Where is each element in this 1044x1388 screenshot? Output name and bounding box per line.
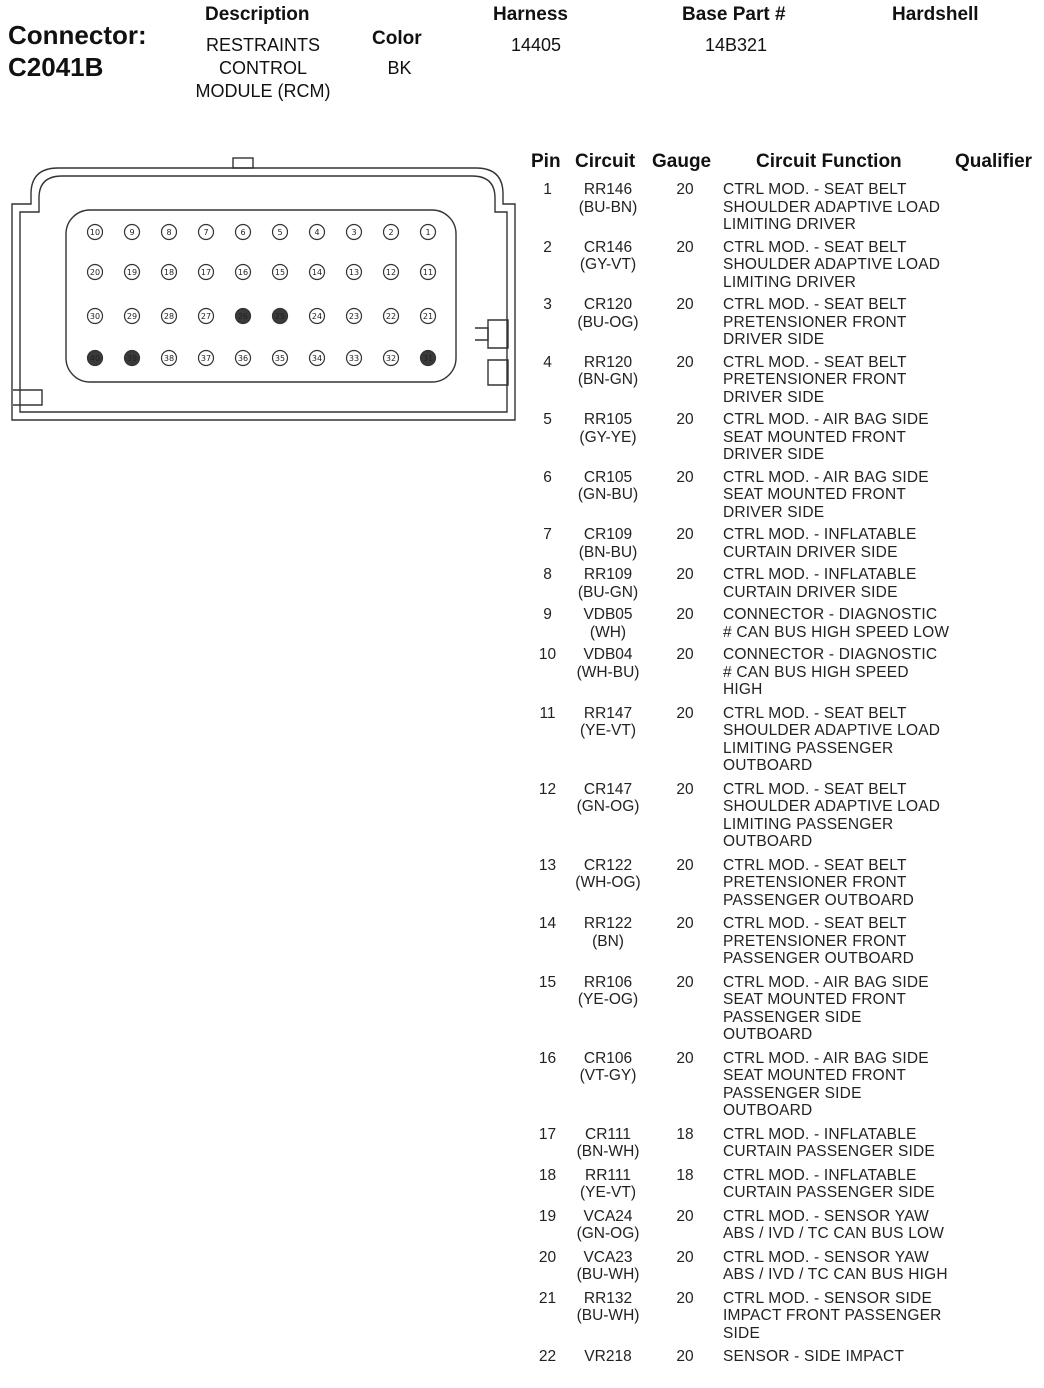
function-line: SHOULDER ADAPTIVE LOAD [723,798,941,815]
table-row [520,1290,1044,1343]
function-line: CTRL MOD. - SEAT BELT [723,856,907,874]
pin-cavity-label: 11 [422,268,434,277]
function-line: CTRL MOD. - SEAT BELT [723,353,907,371]
table-row [520,1050,1044,1120]
gauge-cell: 20 [676,238,694,256]
pin-number: 8 [543,566,552,583]
pin-number: 12 [538,780,557,798]
function-line: DRIVER SIDE [723,331,825,348]
gauge-cell: 20 [676,353,694,371]
pin-cavity-label: 34 [311,354,323,363]
circuit-id: VDB05 [583,606,633,623]
function-line: DRIVER SIDE [723,446,825,463]
function-line: CURTAIN PASSENGER SIDE [723,1184,935,1201]
circuit-cell [568,1290,648,1325]
function-line: SIDE [723,1324,760,1342]
wire-color: (YE-OG) [577,991,639,1008]
circuit-cell [568,181,648,216]
circuit-cell [568,1167,648,1202]
table-row [520,411,1044,464]
circuit-id: CR109 [583,526,633,543]
wire-color: (GN-BU) [577,486,639,503]
wire-color: (WH-BU) [576,663,640,681]
circuit-cell [568,566,648,601]
table-row [520,857,1044,910]
function-cell [723,1348,958,1366]
function-line: CTRL MOD. - AIR BAG SIDE [723,468,929,486]
table-row [520,915,1044,968]
pin-number: 14 [538,915,557,932]
gauge-cell: 20 [676,973,694,991]
wire-color: (BU-GN) [577,583,639,601]
function-line: OUTBOARD [723,833,813,850]
circuit-cell [568,705,648,740]
pin-number: 9 [543,606,552,623]
function-cell [723,1208,958,1243]
function-line: PASSENGER OUTBOARD [723,950,915,967]
description-line: MODULE (RCM) [195,81,331,101]
pin-number: 22 [538,1348,557,1365]
pin-cavity-label: 5 [277,228,283,237]
gauge-cell: 18 [676,1125,694,1143]
function-line: PASSENGER SIDE [723,1008,862,1026]
circuit-id: CR120 [583,296,633,313]
circuit-id: VDB04 [583,646,633,663]
pin-number: 4 [543,353,552,371]
function-cell [723,566,958,601]
pin-cavity-label: 12 [385,268,397,277]
circuit-cell [568,354,648,389]
connector-label: Connector: [8,20,147,50]
function-line: CTRL MOD. - AIR BAG SIDE [723,973,929,991]
gauge-cell: 20 [676,1049,694,1067]
base-part-value: 14B321 [704,35,768,55]
connector-id: C2041B [8,52,104,82]
circuit-cell [568,1249,648,1284]
pin-cavity-label: 14 [311,268,323,277]
table-row [520,1249,1044,1284]
pin-number: 7 [543,526,552,543]
pin-cavity-label: 16 [237,268,249,277]
wire-color: (WH-OG) [575,874,641,891]
table-row [520,469,1044,522]
pin-cavity-label: 23 [348,312,360,321]
function-cell [723,781,958,851]
qualifier-column-header: Qualifier [955,151,1033,172]
circuit-id: VCA24 [583,1207,633,1225]
function-cell [723,1290,958,1343]
pin-number: 6 [543,468,552,486]
table-row [520,781,1044,851]
function-line: CTRL MOD. - SEAT BELT [723,915,907,932]
wire-color: (GN-OG) [576,798,640,815]
pin-cavity-label: 15 [274,268,286,277]
gauge-cell: 20 [676,296,694,313]
circuit-cell [568,1208,648,1243]
function-line: CTRL MOD. - SEAT BELT [723,181,907,198]
table-row [520,354,1044,407]
pin-cavity-label: 10 [89,228,101,237]
pin-cavity-label: 25 [274,312,286,321]
pin-number: 16 [538,1049,557,1067]
function-line: CTRL MOD. - SEAT BELT [723,296,907,313]
gauge-cell: 18 [676,1166,694,1184]
description-line: CONTROL [218,58,307,78]
circuit-id: RR105 [583,411,633,428]
circuit-id: VCA23 [583,1248,633,1266]
circuit-id: CR106 [583,1049,633,1067]
gauge-cell: 20 [676,1248,694,1266]
table-row [520,1348,1044,1366]
pin-number: 17 [538,1125,557,1143]
pin-cavity-label: 32 [385,354,397,363]
pin-cavity-label: 33 [348,354,360,363]
function-line: DRIVER SIDE [723,388,825,406]
pin-cavity-label: 31 [422,354,434,363]
pin-number: 10 [538,646,557,663]
function-line: SEAT MOUNTED FRONT [723,1067,907,1084]
function-line: PASSENGER SIDE [723,1084,862,1102]
function-line: CTRL MOD. - INFLATABLE [723,1166,917,1184]
pin-cavity-label: 13 [348,268,360,277]
function-line: CTRL MOD. - INFLATABLE [723,1125,917,1143]
pin-cavity-label: 37 [200,354,212,363]
function-line: SEAT MOUNTED FRONT [723,428,907,446]
circuit-cell [568,606,648,641]
pin-cavity-label: 2 [388,228,394,237]
function-cell [723,646,958,699]
function-cell [723,606,958,641]
circuit-id: CR122 [583,856,633,874]
circuit-cell [568,296,648,331]
circuit-cell [568,1050,648,1085]
function-line: HIGH [723,681,763,698]
wire-color: (GN-OG) [576,1225,640,1242]
gauge-column-header: Gauge [652,151,712,172]
function-line: # CAN BUS HIGH SPEED LOW [723,623,950,641]
wire-color: (VT-GY) [579,1067,637,1084]
function-cell [723,1167,958,1202]
circuit-id: RR111 [585,1166,631,1184]
function-line: CTRL MOD. - AIR BAG SIDE [723,1049,929,1067]
function-cell [723,705,958,775]
function-line: SENSOR - SIDE IMPACT [723,1348,905,1365]
function-line: PRETENSIONER FRONT [723,371,907,388]
circuit-id: CR147 [583,780,633,798]
function-line: OUTBOARD [723,757,813,774]
wire-color: (BN-WH) [576,1143,640,1160]
circuit-id: RR120 [583,353,633,371]
pin-cavity-label: 17 [200,268,212,277]
pin-cavity-label: 4 [314,228,320,237]
gauge-cell: 20 [676,704,694,722]
function-cell [723,1126,958,1161]
pin-number: 21 [538,1289,557,1307]
table-row [520,705,1044,775]
pin-cavity-label: 20 [89,268,101,277]
pin-cavity-label: 39 [126,354,138,363]
function-line: LIMITING DRIVER [723,273,857,291]
gauge-cell: 20 [676,780,694,798]
circuit-cell [568,857,648,892]
pin-cavity-label: 7 [203,228,209,237]
wire-color: (WH) [589,623,627,641]
wire-color: (BU-WH) [576,1266,640,1283]
function-line: CTRL MOD. - SEAT BELT [723,780,907,798]
pin-number: 3 [543,296,552,313]
right-latch-step-upper [475,328,488,340]
pin-cavity-label: 18 [163,268,175,277]
pin-cavity-label: 36 [237,354,249,363]
pin-number: 19 [538,1207,557,1225]
circuit-cell [568,974,648,1009]
function-line: SHOULDER ADAPTIVE LOAD [723,722,941,739]
function-line: SEAT MOUNTED FRONT [723,991,907,1008]
function-line: OUTBOARD [723,1026,813,1043]
circuit-id: CR111 [585,1125,631,1143]
pin-number: 2 [543,238,552,256]
table-row [520,646,1044,699]
function-line: CTRL MOD. - SEAT BELT [723,238,907,256]
connector-inner-housing [20,176,507,412]
wire-color: (BU-WH) [576,1307,640,1324]
function-cell [723,296,958,349]
function-cell [723,974,958,1044]
pin-cavity-label: 29 [126,312,138,321]
wire-color: (GY-YE) [579,428,637,446]
circuit-cell [568,239,648,274]
harness-value: 14405 [510,35,562,55]
pin-cavity-label: 30 [89,312,101,321]
wire-color: (BU-BN) [578,198,638,216]
wire-color: (BN-GN) [577,371,639,388]
function-line: LIMITING PASSENGER [723,815,894,833]
function-line: SHOULDER ADAPTIVE LOAD [723,256,941,273]
function-line: SEAT MOUNTED FRONT [723,486,907,503]
function-line: DRIVER SIDE [723,503,825,521]
table-row [520,526,1044,561]
pin-cavity-label: 40 [89,354,101,363]
function-line: CTRL MOD. - SENSOR SIDE [723,1289,932,1307]
right-latch-detail-upper [488,320,508,348]
harness-header: Harness [493,4,568,25]
table-row [520,296,1044,349]
pin-cavity-label: 27 [200,312,212,321]
wire-color: (BU-OG) [577,313,639,331]
function-line: CTRL MOD. - AIR BAG SIDE [723,411,929,428]
function-line: SHOULDER ADAPTIVE LOAD [723,198,941,216]
table-row [520,1126,1044,1161]
function-column-header: Circuit Function [756,151,902,172]
circuit-id: CR146 [583,238,633,256]
circuit-id: RR122 [583,915,633,932]
pin-cavity-label: 1 [425,228,431,237]
wire-color: (YE-VT) [580,722,636,739]
wire-color: (GY-VT) [579,256,637,273]
pin-cavity-label: 8 [166,228,172,237]
hardshell-header: Hardshell [892,4,979,25]
function-line: CONNECTOR - DIAGNOSTIC [723,646,938,663]
circuit-id: RR109 [583,566,633,583]
table-row [520,1208,1044,1243]
circuit-cell [568,411,648,446]
function-cell [723,857,958,910]
gauge-cell: 20 [676,1207,694,1225]
function-cell [723,411,958,464]
function-cell [723,354,958,407]
function-line: CTRL MOD. - SEAT BELT [723,704,907,722]
left-latch-detail [13,390,42,405]
description-value [172,34,354,103]
pin-number: 13 [538,856,557,874]
pin-number: 1 [543,181,552,198]
function-line: # CAN BUS HIGH SPEED [723,663,909,681]
function-line: CTRL MOD. - SENSOR YAW [723,1248,929,1266]
function-line: ABS / IVD / TC CAN BUS LOW [723,1225,945,1242]
pin-cavity-label: 9 [129,228,135,237]
function-line: CTRL MOD. - INFLATABLE [723,526,917,543]
function-cell [723,915,958,968]
circuit-cell [568,1126,648,1161]
circuit-column-header: Circuit [575,151,636,172]
circuit-cell [568,1348,648,1366]
base-part-header: Base Part # [682,4,786,25]
circuit-id: RR146 [583,181,633,198]
gauge-cell: 20 [676,606,694,623]
function-line: PASSENGER OUTBOARD [723,891,915,909]
function-line: CURTAIN DRIVER SIDE [723,583,898,601]
wire-color: (YE-VT) [580,1184,636,1201]
pin-number: 5 [543,411,552,428]
function-line: OUTBOARD [723,1102,813,1119]
circuit-id: RR147 [583,704,633,722]
gauge-cell: 20 [676,915,694,932]
pin-cavity-label: 24 [311,312,323,321]
pin-table [520,181,1044,1366]
circuit-cell [568,469,648,504]
function-line: CTRL MOD. - INFLATABLE [723,566,917,583]
right-latch-detail-lower [488,360,508,385]
circuit-cell [568,915,648,950]
table-row [520,566,1044,601]
pin-cavity-label: 19 [126,268,138,277]
pin-number: 18 [538,1166,557,1184]
function-cell [723,181,958,234]
pin-cavity-label: 22 [385,312,397,321]
pin-number: 20 [538,1248,557,1266]
description-line: RESTRAINTS [205,35,320,55]
gauge-cell: 20 [676,566,694,583]
pin-cavity-label: 6 [240,228,246,237]
circuit-id: VR218 [584,1348,632,1365]
table-row [520,181,1044,234]
function-line: CONNECTOR - DIAGNOSTIC [723,606,938,623]
gauge-cell: 20 [676,1348,694,1365]
pin-layer [88,225,436,366]
gauge-cell: 20 [676,468,694,486]
function-cell [723,469,958,522]
circuit-id: RR106 [583,973,633,991]
function-cell [723,1050,958,1120]
pin-column-header: Pin [531,151,561,172]
wire-color: (BN-BU) [578,543,638,561]
gauge-cell: 20 [676,1289,694,1307]
function-line: CURTAIN PASSENGER SIDE [723,1143,935,1160]
function-line: LIMITING PASSENGER [723,739,894,757]
gauge-cell: 20 [676,646,694,663]
pin-number: 11 [539,704,556,722]
function-line: PRETENSIONER FRONT [723,313,907,331]
function-cell [723,1249,958,1284]
function-line: PRETENSIONER FRONT [723,932,907,950]
gauge-cell: 20 [676,526,694,543]
circuit-id: CR105 [583,468,633,486]
table-row [520,974,1044,1044]
function-line: ABS / IVD / TC CAN BUS HIGH [723,1266,948,1283]
pin-number: 15 [538,973,557,991]
circuit-cell [568,646,648,681]
wire-color: (BN) [592,932,624,950]
function-line: LIMITING DRIVER [723,216,857,233]
circuit-cell [568,781,648,816]
color-value: BK [387,58,412,78]
function-line: CURTAIN DRIVER SIDE [723,543,898,561]
function-cell [723,526,958,561]
circuit-cell [568,526,648,561]
pin-cavity-label: 21 [422,312,434,321]
connector-key-tab [233,158,253,168]
pin-cavity-label: 35 [274,354,286,363]
function-cell [723,239,958,292]
function-line: IMPACT FRONT PASSENGER [723,1307,942,1324]
connector-diagram [0,150,520,440]
table-row [520,239,1044,292]
gauge-cell: 20 [676,411,694,428]
pin-cavity-label: 26 [237,312,249,321]
color-header: Color [372,28,422,49]
gauge-cell: 20 [676,181,694,198]
circuit-id: RR132 [583,1289,633,1307]
table-row [520,1167,1044,1202]
gauge-cell: 20 [676,856,694,874]
pin-cavity-label: 38 [163,354,175,363]
function-line: CTRL MOD. - SENSOR YAW [723,1207,929,1225]
pin-cavity-label: 28 [163,312,175,321]
description-header: Description [205,4,310,25]
table-row [520,606,1044,641]
function-line: PRETENSIONER FRONT [723,874,907,891]
pin-cavity-label: 3 [351,228,357,237]
